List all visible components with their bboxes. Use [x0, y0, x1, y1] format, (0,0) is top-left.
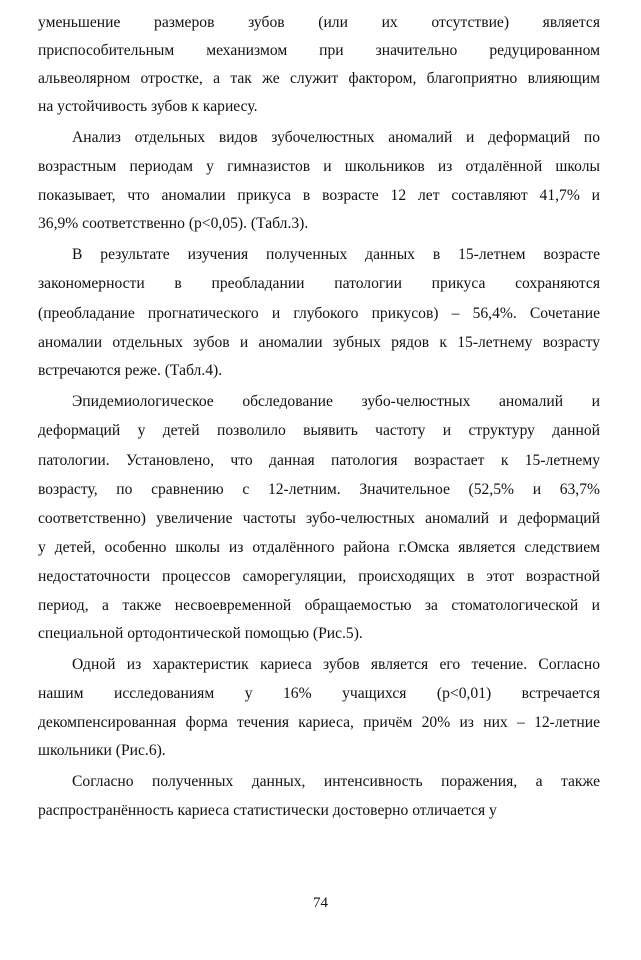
text-line: Согласно полученных данных, интенсивность поражения, а также [72, 773, 600, 790]
text-line: распространённость кариеса статистически достоверно отличается у [38, 802, 497, 819]
text-line: встречаются реже. (Табл.4). [38, 362, 223, 379]
text-line: В результате изучения полученных данных в 15-летнем возрасте [72, 246, 600, 263]
text-line: альвеолярном отростке, а так же служит фактором, благоприятно влияющим [38, 70, 600, 87]
text-line: Анализ отдельных видов зубочелюстных аномалий и деформаций по [72, 129, 600, 146]
text-line: декомпенсированная форма течения кариеса, причём 20% из них – 12-летние [38, 714, 600, 731]
text-line: период, а также несвоевременной обращаемостью за стоматологической и [38, 597, 600, 614]
text-line: возрасту, по сравнению с 12-летним. Значительное (52,5% и 63,7% [38, 481, 600, 498]
text-line: у детей, особенно школы из отдалённого района г.Омска является следствием [38, 539, 600, 556]
text-line: деформаций у детей позволило выявить частоту и структуру данной [38, 422, 600, 439]
text-line: недостаточности процессов саморегуляции, происходящих в этот возрастной [38, 568, 600, 585]
text-line: Эпидемиологическое обследование зубо-челюстных аномалий и [72, 393, 600, 410]
text-line: приспособительным механизмом при значительно редуцированном [38, 42, 600, 59]
text-line: Одной из характеристик кариеса зубов является его течение. Согласно [72, 656, 600, 673]
page-number: 74 [313, 895, 328, 911]
text-line: аномалии отдельных зубов и аномалии зубных рядов к 15-летнему возрасту [38, 334, 600, 351]
text-line: соответственно) увеличение частоты зубо-челюстных аномалий и деформаций [38, 510, 600, 527]
text-line: (преобладание прогнатического и глубокого прикусов) – 56,4%. Сочетание [38, 305, 600, 322]
text-line: специальной ортодонтической помощью (Рис.5). [38, 625, 363, 642]
text-line: патологии. Установлено, что данная патология возрастает к 15-летнему [38, 452, 600, 469]
text-line: нашим исследованиям у 16% учащихся (р<0,01) встречается [38, 685, 600, 702]
text-line: на устойчивость зубов к кариесу. [38, 98, 258, 115]
text-line: показывает, что аномалии прикуса в возрасте 12 лет составляют 41,7% и [38, 187, 600, 204]
text-line: уменьшение размеров зубов (или их отсутствие) является [38, 14, 600, 31]
text-line: школьники (Рис.6). [38, 742, 166, 759]
text-line: закономерности в преобладании патологии прикуса сохраняются [38, 275, 600, 292]
text-line: 36,9% соответственно (р<0,05). (Табл.3). [38, 215, 309, 232]
text-line: возрастным периодам у гимназистов и школьников из отдалённой школы [38, 158, 600, 175]
